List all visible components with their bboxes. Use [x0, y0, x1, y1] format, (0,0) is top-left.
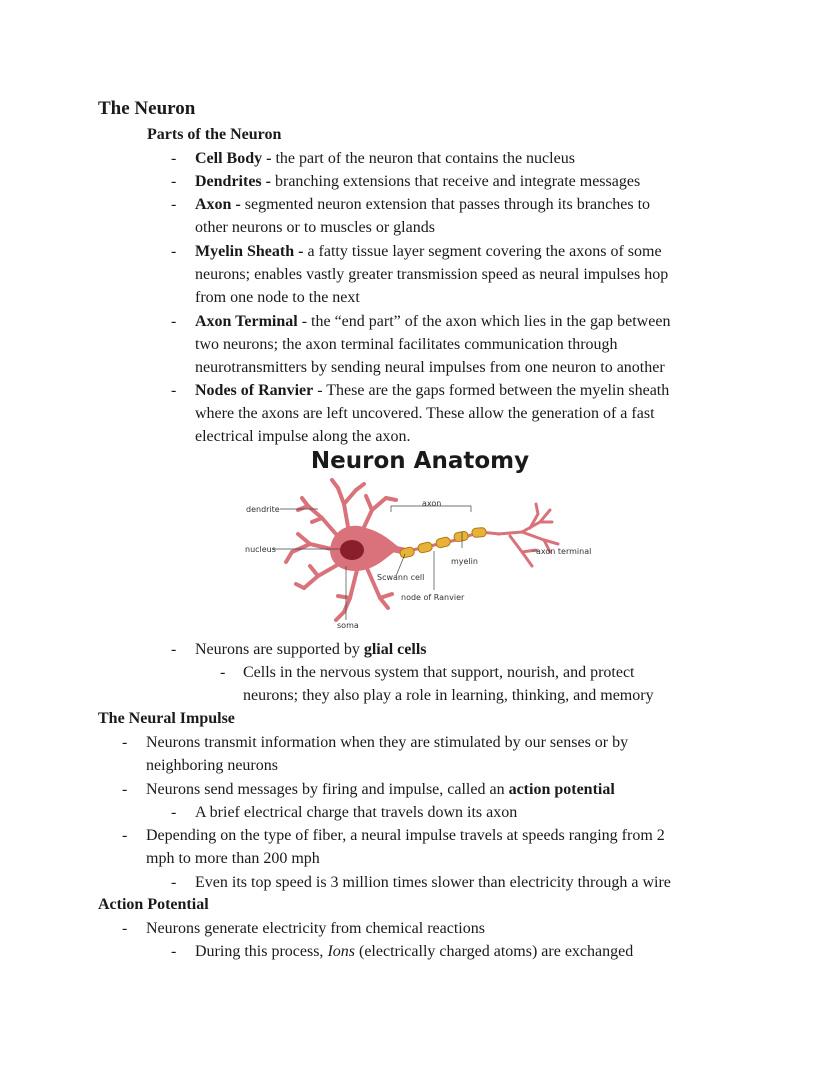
bullet-dash: -: [171, 196, 177, 213]
sub-item-glial-definition: [243, 661, 743, 707]
list-item-cell-body: [195, 147, 575, 170]
bullet-dash: -: [122, 920, 128, 937]
text: neurons; they also play a role in learning, thinking, and memory: [243, 687, 654, 705]
nucleus-graphic: [340, 540, 364, 560]
definition-cont: neurons; enables vastly greater transmission speed as neural impulses hop: [195, 266, 669, 284]
section-heading-neural-impulse: The Neural Impulse: [98, 710, 235, 727]
italic-term: Ions: [327, 943, 355, 960]
neuron-anatomy-figure: [240, 448, 600, 634]
list-item-nodes-of-ranvier: [195, 379, 755, 449]
definition-cont: other neurons or to muscles or glands: [195, 219, 435, 237]
definition-cont: where the axons are left uncovered. These allow the generation of a fast: [195, 405, 655, 423]
bullet-dash: -: [171, 243, 177, 260]
figure-title: Neuron Anatomy: [310, 448, 530, 474]
neuron-illustration: [240, 448, 600, 634]
text: Neurons send messages by firing and impulse, called an: [146, 781, 509, 798]
definition: a fatty tissue layer segment covering the axons of some: [303, 243, 662, 260]
bold-term: action potential: [508, 781, 615, 798]
list-item-impulse-1: [146, 731, 746, 777]
definition-cont: neurotransmitters by sending neural impulses from one neuron to another: [195, 359, 665, 377]
definition: - the “end part” of the axon which lies in the gap between: [297, 313, 671, 330]
term: Dendrites -: [195, 173, 271, 190]
term: Axon Terminal: [195, 313, 298, 330]
list-item-myelin-sheath: [195, 240, 755, 310]
text: (electrically charged atoms) are exchanged: [355, 943, 634, 960]
text: neighboring neurons: [146, 757, 278, 775]
label-myelin: myelin: [451, 557, 478, 566]
bullet-dash: -: [122, 734, 128, 751]
bold-term: glial cells: [363, 641, 427, 658]
sub-item-action-1: [195, 940, 633, 963]
section-heading-action-potential: Action Potential: [98, 896, 209, 913]
term: Cell Body -: [195, 150, 272, 167]
label-nucleus: nucleus: [245, 545, 276, 554]
sub-item-impulse-3: Even its top speed is 3 million times slower than electricity through a wire: [195, 874, 671, 891]
text: Neurons transmit information when they are stimulated by our senses or by: [146, 734, 629, 751]
bullet-dash: -: [171, 804, 177, 821]
bullet-dash: -: [122, 781, 128, 798]
list-item-glial: [195, 638, 427, 661]
axon-terminal-graphic: [498, 504, 558, 566]
sub-item-impulse-2: A brief electrical charge that travels down its axon: [195, 804, 518, 821]
definition-cont: electrical impulse along the axon.: [195, 428, 411, 446]
label-dendrite: dendrite: [246, 505, 280, 514]
term: Myelin Sheath -: [195, 243, 304, 260]
bullet-dash: -: [122, 827, 128, 844]
bullet-dash: -: [220, 664, 226, 681]
list-item-action-1: Neurons generate electricity from chemical reactions: [146, 920, 485, 937]
definition: the part of the neuron that contains the nucleus: [271, 150, 575, 167]
text: mph to more than 200 mph: [146, 850, 320, 868]
term: Nodes of Ranvier: [195, 382, 314, 399]
bullet-dash: -: [171, 641, 177, 658]
label-axon: axon: [422, 499, 442, 508]
myelin-graphic: [399, 528, 486, 559]
page-title: The Neuron: [98, 98, 196, 119]
list-item-axon: [195, 193, 735, 239]
list-item-impulse-3: [146, 824, 766, 870]
definition: segmented neuron extension that passes through its branches to: [240, 196, 651, 213]
bullet-dash: -: [171, 382, 177, 399]
bullet-dash: -: [171, 874, 177, 891]
definition: branching extensions that receive and integrate messages: [270, 173, 641, 190]
label-schwann-cell: Scwann cell: [377, 573, 425, 582]
definition: - These are the gaps formed between the myelin sheath: [313, 382, 670, 399]
term: Axon -: [195, 196, 241, 213]
text: Cells in the nervous system that support, nourish, and protect: [243, 664, 635, 681]
bullet-dash: -: [171, 173, 177, 190]
definition-cont: two neurons; the axon terminal facilitates communication through: [195, 336, 618, 354]
section-heading-parts: Parts of the Neuron: [147, 126, 282, 143]
text: During this process,: [195, 943, 328, 960]
list-item-axon-terminal: [195, 310, 755, 380]
text: Neurons are supported by: [195, 641, 364, 658]
bullet-dash: -: [171, 943, 177, 960]
definition-cont: from one node to the next: [195, 289, 360, 307]
label-axon-terminal: axon terminal: [536, 547, 592, 556]
list-item-impulse-2: [146, 778, 615, 801]
bullet-dash: -: [171, 150, 177, 167]
bullet-dash: -: [171, 313, 177, 330]
list-item-dendrites: [195, 170, 640, 193]
label-node-of-ranvier: node of Ranvier: [401, 593, 465, 602]
label-soma: soma: [337, 621, 359, 630]
text: Depending on the type of fiber, a neural impulse travels at speeds ranging from 2: [146, 827, 665, 844]
